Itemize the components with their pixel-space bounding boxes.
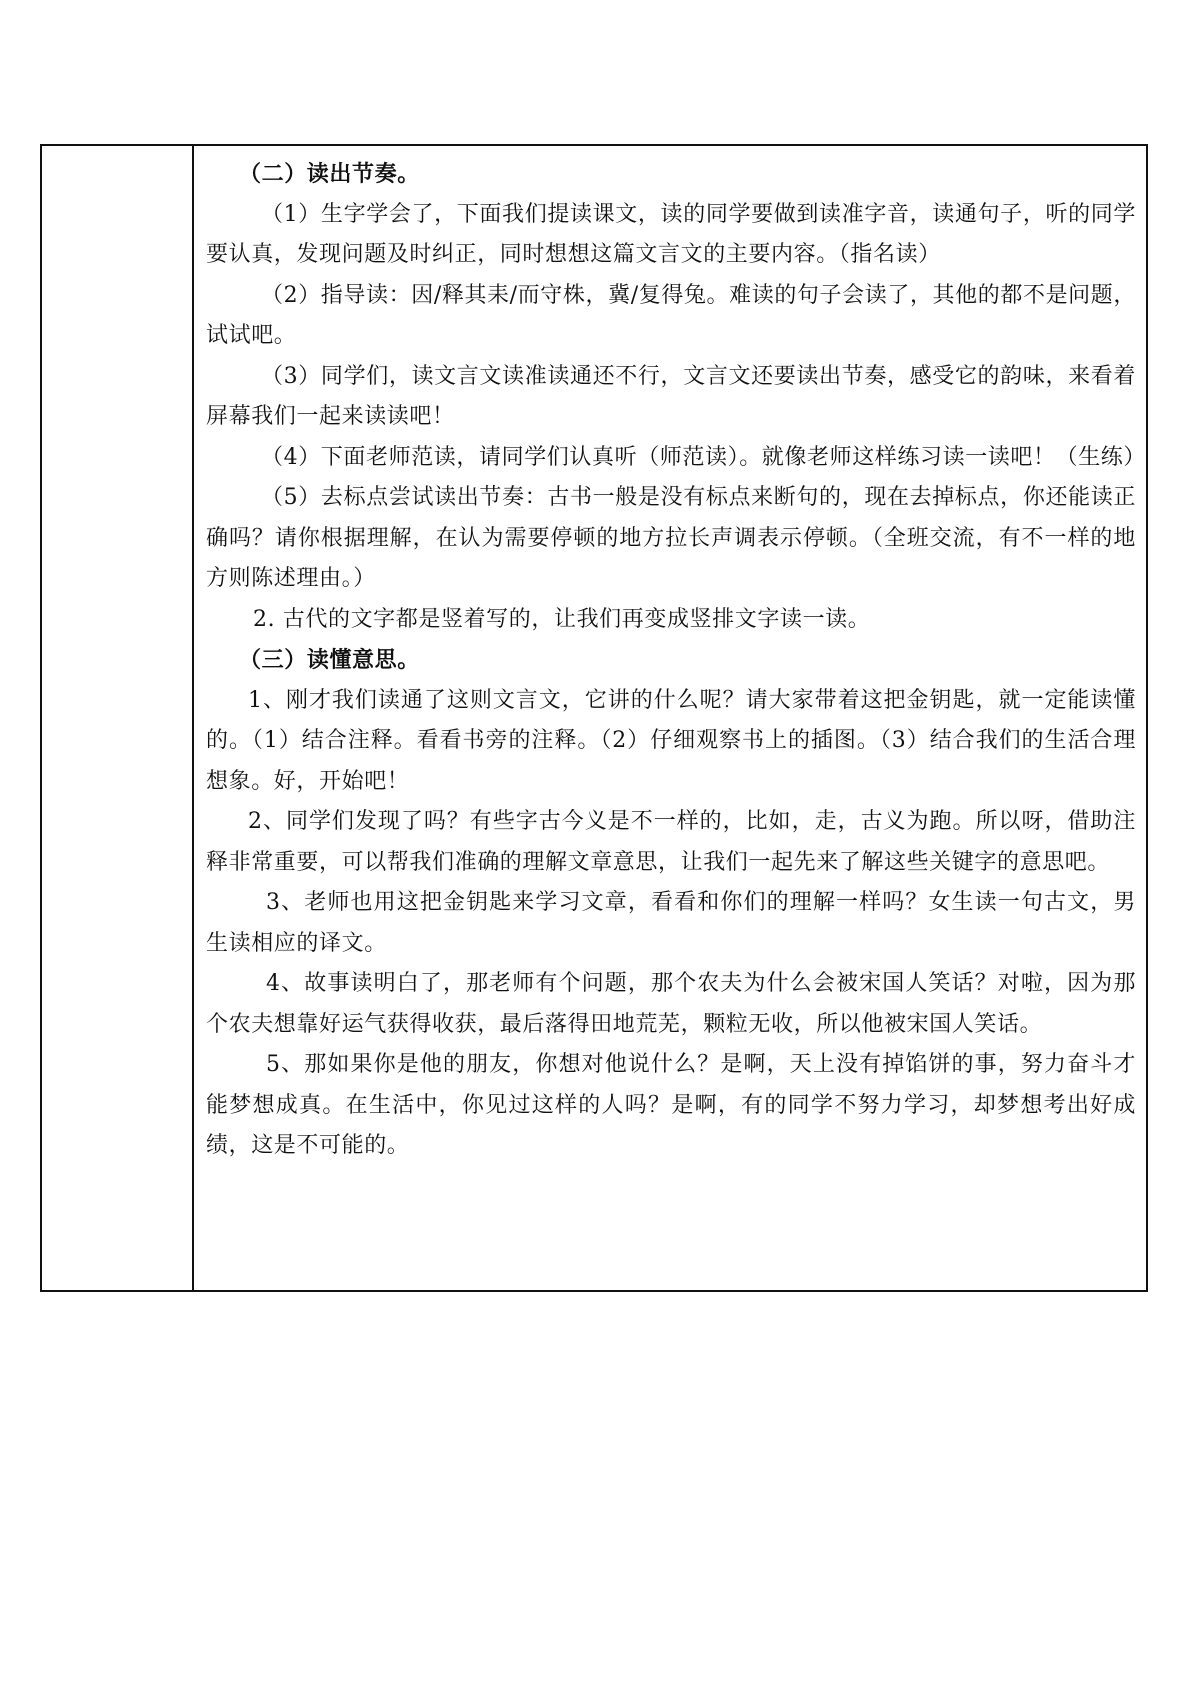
table-row [41,145,1147,1291]
section-heading-understand: （三）读懂意思。 [239,647,420,673]
paragraph: 1、刚才我们读通了这则文言文，它讲的什么呢？请大家带着这把金钥匙，就一定能读懂的。（1）结合注释。看看书旁的注释。（2）仔细观察书上的插图。（3）结合我们的生活合理想象。好，开始吧！ [206,687,1136,794]
lesson-plan-table [40,144,1148,1292]
paragraph: 5、那如果你是他的朋友，你想对他说什么？是啊，天上没有掉馅饼的事，努力奋斗才能梦想成真。在生活中，你见过这样的人吗？是啊，有的同学不努力学习，却梦想考出好成绩，这是不可能的。 [206,1052,1136,1158]
paragraph: 4、故事读明白了，那老师有个问题，那个农夫为什么会被宋国人笑话？对啦，因为那个农夫想靠好运气获得收获，最后落得田地荒芜，颗粒无收，所以他被宋国人笑话。 [206,971,1136,1037]
paragraph: 2. 古代的文字都是竖着写的，让我们再变成竖排文字读一读。 [253,606,871,632]
left-column-cell [41,145,193,1291]
paragraph: 2、同学们发现了吗？有些字古今义是不一样的，比如，走，古义为跑。所以呀，借助注释非常重要，可以帮我们准确的理解文章意思，让我们一起先来了解这些关键字的意思吧。 [206,809,1136,875]
paragraph: （3）同学们，读文言文读准读通还不行，文言文还要读出节奏，感受它的韵味，来看着屏幕我们一起来读读吧！ [206,363,1136,429]
content-body [206,146,1146,1167]
paragraph: （1）生字学会了，下面我们提读课文，读的同学要做到读准字音，读通句子，听的同学要认真，发现问题及时纠正，同时想想这篇文言文的主要内容。（指名读） [206,201,1136,267]
section-heading-read-rhythm: （二）读出节奏。 [239,161,420,187]
paragraph: 3、老师也用这把金钥匙来学习文章，看看和你们的理解一样吗？女生读一句古文，男生读相应的译文。 [206,890,1136,956]
paragraph: （5）去标点尝试读出节奏：古书一般是没有标点来断句的，现在去掉标点，你还能读正确吗？请你根据理解，在认为需要停顿的地方拉长声调表示停顿。（全班交流，有不一样的地方则陈述理由。） [206,485,1136,591]
paragraph: （2）指导读：因/释其耒/而守株，冀/复得兔。难读的句子会读了，其他的都不是问题，试试吧。 [206,282,1136,348]
content-cell [193,145,1147,1291]
paragraph: （4）下面老师范读，请同学们认真听（师范读）。就像老师这样练习读一读吧！（生练） [261,444,1146,470]
